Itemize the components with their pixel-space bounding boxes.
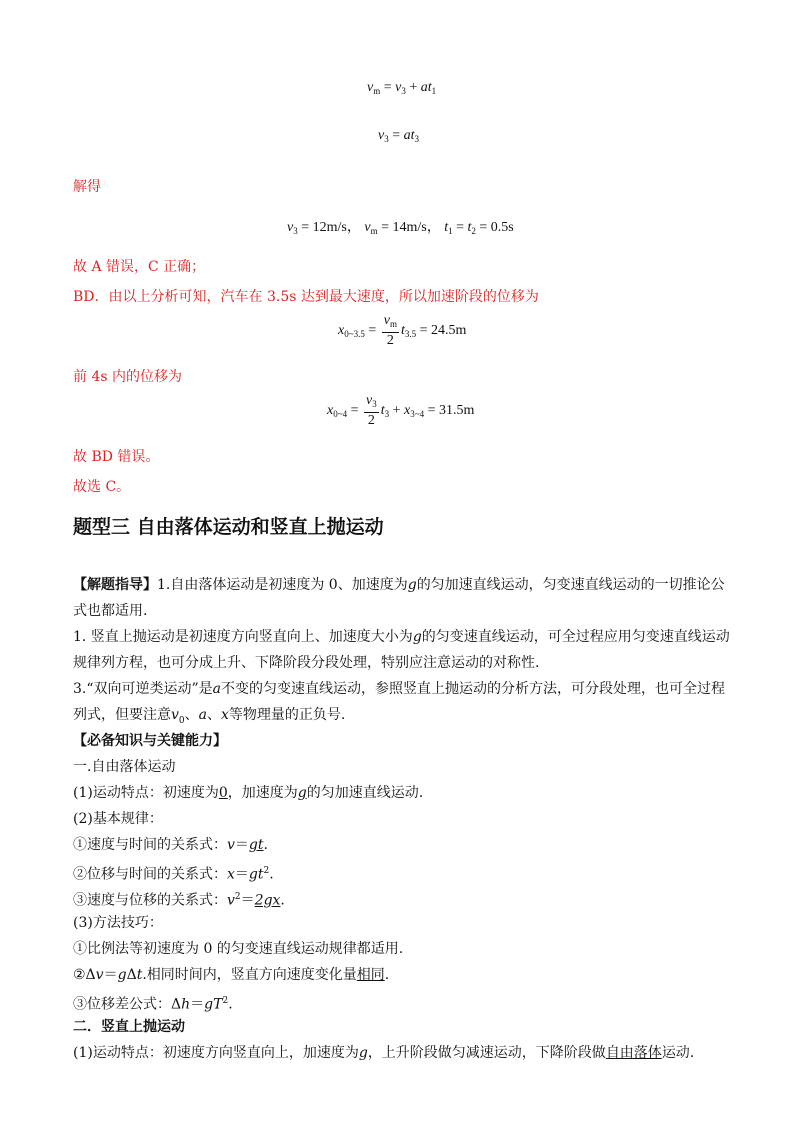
bd-wrong: 故 BD 错误。 bbox=[73, 449, 160, 465]
free-fall-heading: 一.自由落体运动 bbox=[73, 759, 176, 775]
equation-accel-displacement: $x_{0\sim 3.5}$ = $\frac{v_m}{2}$ $t_{3.5} = 24.5m$ bbox=[338, 313, 467, 348]
method-heading: (3)方法技巧： bbox=[73, 915, 163, 931]
tip-ratio: ①比例法等初速度为 0 的匀变速直线运动规律都适用. bbox=[73, 941, 404, 957]
conclusion-a: 故 A 错误，C 正确； bbox=[73, 259, 206, 275]
guide-paragraph-1: 【解题指导】1.自由落体运动是初速度为 0、加速度为g的匀加速直线运动，匀变速直线运动的一切推论公式也都适用. bbox=[73, 577, 725, 619]
equation-vm: $v_m = v_3 + at_1$ bbox=[367, 80, 437, 96]
law-displacement-time: ②位移与时间的关系式：$x=gt^2$. bbox=[73, 866, 274, 883]
basic-laws-heading: (2)基本规律： bbox=[73, 811, 163, 827]
vertical-throw-feature: (1)运动特点：初速度方向竖直向上，加速度为g，上升阶段做匀减速运动，下降阶段做自由落体运动. bbox=[73, 1045, 695, 1061]
knowledge-heading: 【必备知识与关键能力】 bbox=[73, 733, 227, 749]
first-4s-label: 前 4s 内的位移为 bbox=[73, 369, 182, 385]
equation-solution: $v_3 = 12m/s$， $v_m = 14m/s$， $t_1 = t_2 = 0.5s$ bbox=[287, 220, 514, 236]
vertical-throw-heading: 二．竖直上抛运动 bbox=[73, 1019, 185, 1035]
tip-delta-v: ②Δv＝gΔt.相同时间内，竖直方向速度变化量相同. bbox=[73, 967, 390, 983]
section-title: 题型三 自由落体运动和竖直上抛运动 bbox=[73, 516, 384, 538]
equation-v3: $v_3 = at_3$ bbox=[378, 128, 420, 144]
free-fall-feature: (1)运动特点：初速度为0，加速度为g的匀加速直线运动. bbox=[73, 785, 424, 801]
guide-paragraph-2: 1. 竖直上抛运动是初速度方向竖直向上、加速度大小为g的匀变速直线运动，可全过程应用匀变速直线运动规律列方程，也可分成上升、下降阶段分段处理，特别应注意运动的对称性. bbox=[73, 629, 730, 671]
fraction: $\frac{v_m}{2}$ bbox=[383, 313, 397, 348]
answer: 故选 C。 bbox=[73, 479, 131, 495]
bd-analysis: BD．由以上分析可知，汽车在 3.5s 达到最大速度，所以加速阶段的位移为 bbox=[73, 289, 539, 305]
fraction: $\frac{v_3}{2}$ bbox=[366, 393, 377, 428]
guide-paragraph-3: 3.“双向可逆类运动”是a不变的匀变速直线运动，参照竖直上抛运动的分析方法，可分段处理，也可全过程列式，但要注意$v_0$、a、x等物理量的正负号. bbox=[73, 681, 726, 726]
equation-4s-displacement: $x_{0\sim 4}$ = $\frac{v_3}{2}$ $t_3 + x_{3\sim 4} = 31.5m$ bbox=[327, 393, 475, 428]
law-velocity-time: ①速度与时间的关系式：v＝gt. bbox=[73, 837, 268, 853]
tip-displacement-difference: ③位移差公式：$\Delta h=gT^2$. bbox=[73, 996, 233, 1013]
law-velocity-displacement: ③速度与位移的关系式：$v^2=2gx$. bbox=[73, 892, 285, 909]
solve-label: 解得 bbox=[73, 179, 101, 195]
